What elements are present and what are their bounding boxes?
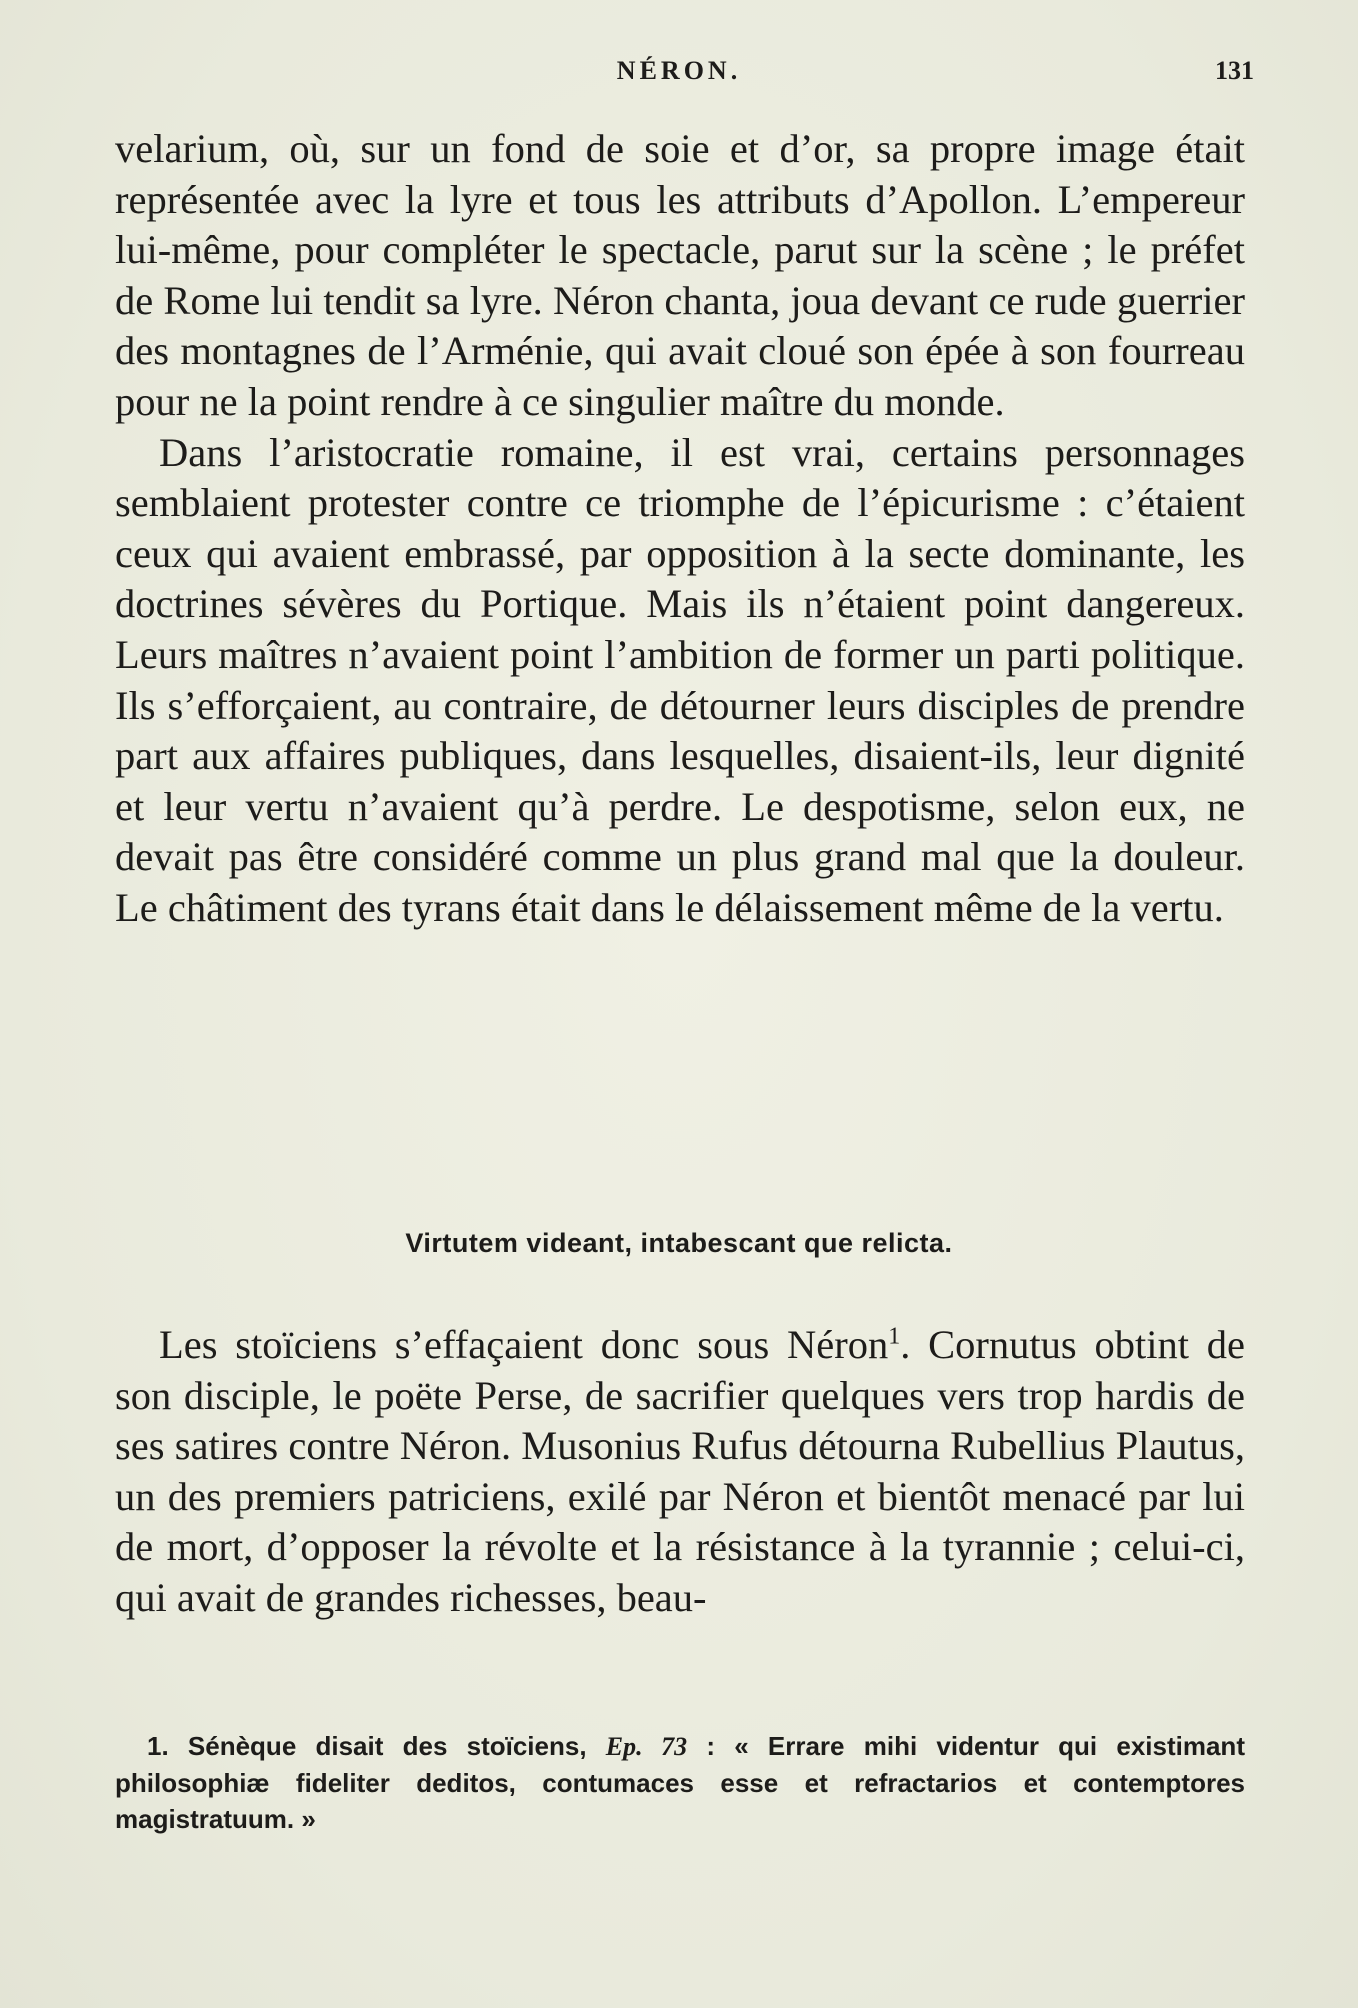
running-title: NÉRON.	[616, 56, 742, 85]
main-text-lower	[115, 1320, 1245, 1624]
paragraph-3	[115, 1320, 1245, 1624]
paragraph-3-start: Les stoïciens s’effaçaient donc sous Néron	[159, 1322, 889, 1367]
footnote-text-start: Sénèque disait des stoïciens,	[187, 1731, 587, 1761]
latin-quote: Virtutem videant, intabescant que relicta.	[405, 1228, 953, 1258]
paragraph-1: velarium, où, sur un fond de soie et d’or, sa propre image était représentée avec la lyre et tous les attributs d’Apollon. L’empereur lui-même, pour compléter le spectacle, parut sur la scène ; le préfet de Rome lui tendit sa lyre. Néron chanta, joua devant ce rude guerrier des montagnes de l’Arménie, qui avait cloué son épée à son fourreau pour ne la point rendre à ce singulier maître du monde.	[115, 126, 1245, 424]
footnote	[115, 1728, 1245, 1837]
running-head	[0, 56, 1358, 96]
paragraph-2: Dans l’aristocratie romaine, il est vrai, certains personnages semblaient protester contre ce triomphe de l’épicurisme : c’étaient ceux qui avaient embrassé, par opposition à la secte dominante, les doctrines sévères du Portique. Mais ils n’étaient point dangereux. Leurs maîtres n’avaient point l’ambition de former un parti politique. Ils s’efforçaient, au contraire, de détourner leurs disciples de prendre part aux affaires publiques, dans lesquelles, disaient-ils, leur dignité et leur vertu n’avaient qu’à perdre. Le despotisme, selon eux, ne devait pas être considéré comme un plus grand mal que la douleur. Le châtiment des tyrans était dans le délaissement même de la vertu.	[115, 429, 1245, 930]
main-text-upper	[115, 124, 1245, 934]
footnote-text-rest: : « Errare mihi videntur qui existimant philosophiæ fideliter deditos, contumaces esse et refractarios et contemptores magistratuum. »	[115, 1731, 1245, 1834]
paragraph-3-rest: . Cornutus obtint de son disciple, le poëte Perse, de sacrifier quelques vers trop hardis de ses satires contre Néron. Musonius Rufus détourna Rubellius Plautus, un des premiers patriciens, exilé par Néron et bientôt menacé par lui de mort, d’opposer la révolte et la résistance à la tyrannie ; celui-ci, qui avait de grandes richesses, beau-	[115, 1322, 1245, 1620]
footnote-number: 1.	[147, 1731, 169, 1761]
footnote-reference: Ep. 73	[605, 1732, 688, 1761]
footnote-marker: 1	[888, 1323, 901, 1350]
page-number: 131	[1215, 56, 1254, 85]
